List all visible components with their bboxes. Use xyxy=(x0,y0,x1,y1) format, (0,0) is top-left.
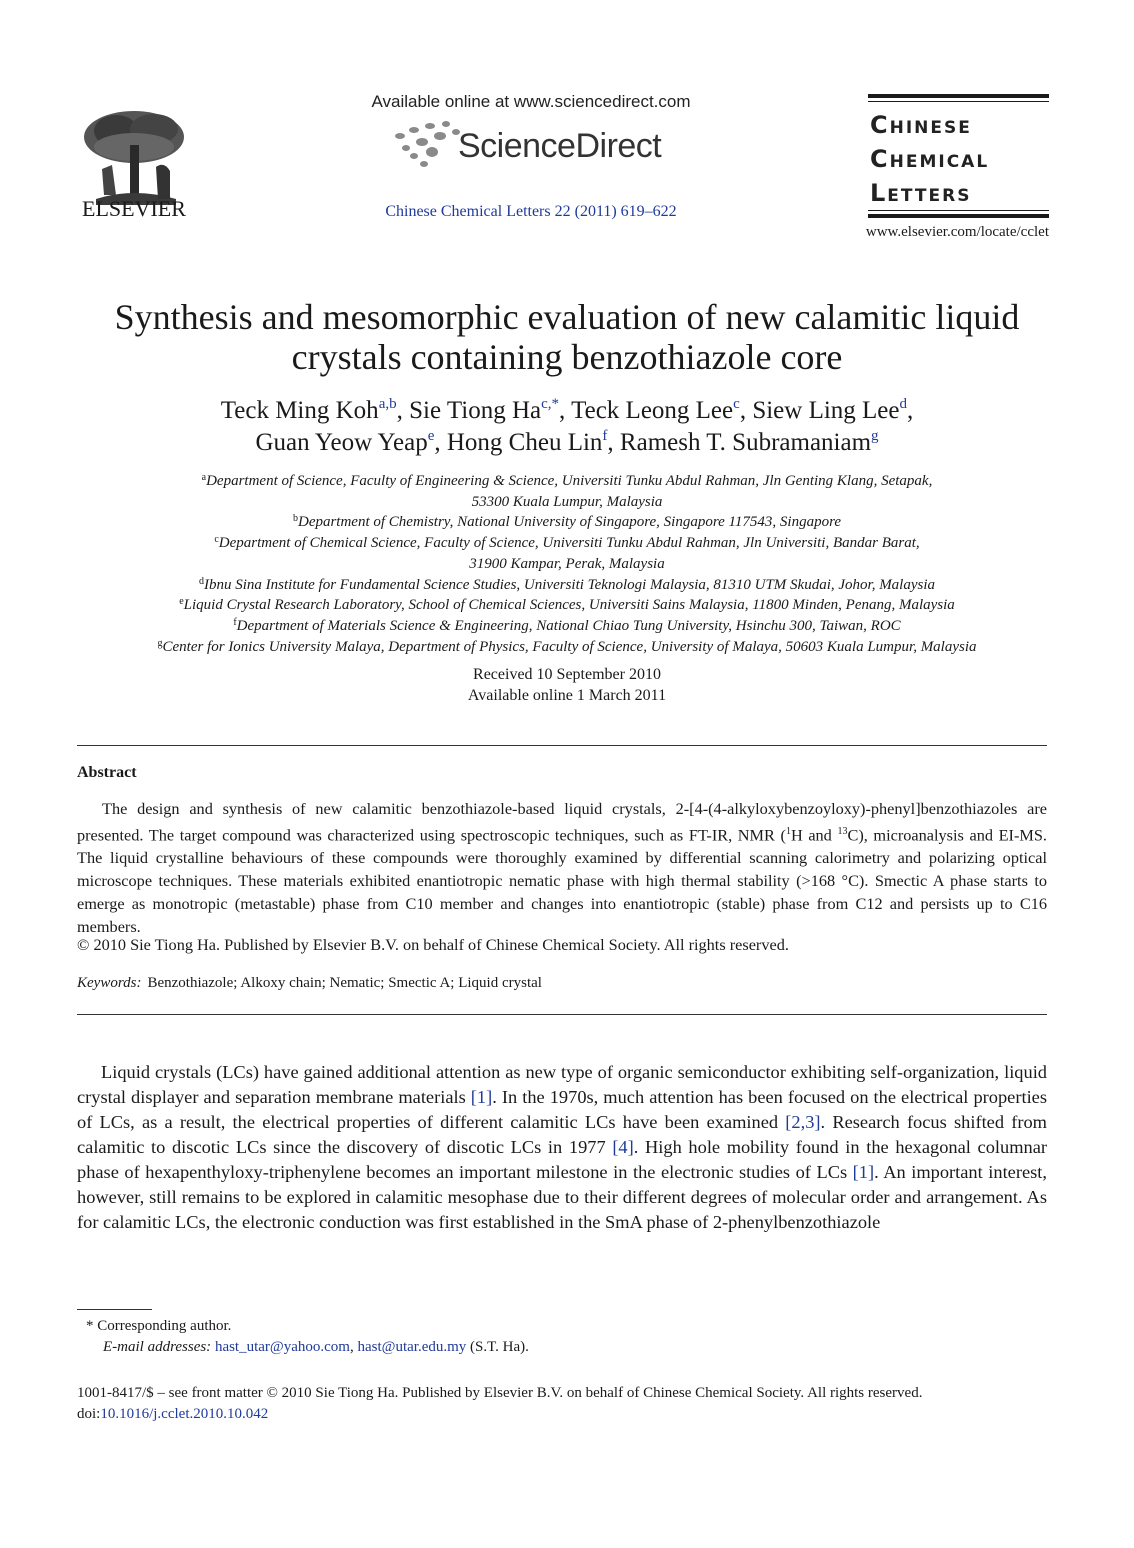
email-link[interactable]: hast_utar@yahoo.com xyxy=(214,1339,350,1355)
author-name: Teck Leong Lee xyxy=(571,397,734,424)
author-affil-mark[interactable]: e xyxy=(427,428,435,444)
affiliation-list xyxy=(60,471,1074,657)
author-affil-mark[interactable]: f xyxy=(602,428,608,444)
author-name: Ramesh T. Subramaniam xyxy=(619,429,872,456)
author-name: Guan Yeow Yeap xyxy=(255,429,428,456)
keywords xyxy=(77,975,542,992)
abstract-heading: Abstract xyxy=(77,764,137,781)
author-list: Teck Ming Koh$^{a,b}$, Sie Tiong $Ha^{c,*}$, Teck Leong Lee$^c$, Siew Ling Lee$^d$, Guan Yeow Yeap$^e$, Hong Cheu Lin$^f$, Ramesh T. Subramaniam$^g$ xyxy=(220,396,914,456)
author-affil-mark[interactable]: a,b xyxy=(378,396,397,412)
divider xyxy=(77,1014,1047,1015)
affiliation-item: $^c$Department of Chemical Science, Faculty of Science, Universiti Tunku Abdul Rahman, Jln Universiti, Bandar Barat, 31900 Kampar, Perak, Malaysia xyxy=(214,534,920,572)
keywords-list: Benzothiazole; Alkoxy chain; Nematic; Smectic A; Liquid crystal xyxy=(147,975,542,991)
author-affil-mark[interactable]: d xyxy=(899,396,907,412)
divider xyxy=(77,745,1047,746)
author-affil-mark[interactable]: c,* xyxy=(541,396,560,412)
author-name: Siew Ling Lee xyxy=(752,397,900,424)
author-affil-mark[interactable]: g xyxy=(871,428,879,444)
front-matter: 1001-8417/$ – see front matter © 2010 Sie Tiong Ha. Published by Elsevier B.V. on behalf of Chinese Chemical Society. All rights reserved. doi:10.1016/j.cclet.2010.10.042 xyxy=(77,1385,923,1422)
abstract-copyright: © 2010 Sie Tiong Ha. Published by Elsevier B.V. on behalf of Chinese Chemical Society. All rights reserved. xyxy=(77,935,789,954)
author-affil-mark[interactable]: c xyxy=(733,396,740,412)
doi-link[interactable]: 10.1016/j.cclet.2010.10.042 xyxy=(100,1406,269,1422)
affiliation-item: $^g$Center for Ionics University Malaya, Department of Physics, Faculty of Science, University of Malaya, 50603 Kuala Lumpur, Malaysia xyxy=(157,637,977,655)
email-label: E-mail addresses: xyxy=(103,1339,212,1355)
article-title: Synthesis and mesomorphic evaluation of new calamitic liquid crystals containing benzothiazole core xyxy=(114,297,1020,377)
email-link[interactable]: hast@utar.edu.my xyxy=(357,1339,467,1355)
author-name: Teck Ming Koh xyxy=(220,397,379,424)
article-dates xyxy=(60,664,1074,706)
body-paragraph: Liquid crystals (LCs) have gained additional attention as new type of organic semiconductor exhibiting self-organization, liquid crystal displayer and separation membrane materials [1]. In the 1970s, much attention has been focused on the electrical properties of LCs, as a result, the electrical properties of different calamitic LCs have been examined [2,3]. Research focus shifted from calamitic to discotic LCs since the discovery of discotic LCs in 1977 [4]. High hole mobility found in the hexagonal columnar phase of hexapenthyloxy-triphenylene becomes an important milestone in the electronic studies of LCs [1]. An important interest, however, still remains to be explored in calamitic mesophase due to their different degrees of molecular order and arrangement. As for calamitic LCs, the electronic conduction was first established in the SmA phase of 2-phenylbenzothiazole xyxy=(77,1062,1047,1232)
affiliation-item: $^f$Department of Materials Science & Engineering, National Chiao Tung University, Hsinchu 300, Taiwan, ROC xyxy=(233,616,901,634)
affiliation-item: $^e$Liquid Crystal Research Laboratory, School of Chemical Sciences, Universiti Sains Malaysia, 11800 Minden, Penang, Malaysia xyxy=(179,596,955,614)
sciencedirect-wordmark: ScienceDirect xyxy=(458,127,662,165)
reference-link[interactable]: [4] xyxy=(612,1137,634,1157)
received-date: Received 10 September 2010 xyxy=(473,666,661,683)
keywords-label: Keywords: xyxy=(77,975,142,991)
author-name: Hong Cheu Lin xyxy=(446,429,603,456)
reference-link[interactable]: [2,3] xyxy=(785,1112,821,1132)
affiliation-item: $^d$Ibnu Sina Institute for Fundamental Science Studies, Universiti Teknologi Malaysia, 81310 UTM Skudai, Johor, Malaysia xyxy=(198,575,936,593)
affiliation-item: $^b$Department of Chemistry, National University of Singapore, Singapore 117543, Singapore xyxy=(292,513,842,531)
reference-link[interactable]: [1] xyxy=(470,1087,493,1107)
journal-logo xyxy=(868,94,1049,220)
journal-logo-text: Chinese Chemical Letters xyxy=(870,111,990,207)
front-matter-text: 1001-8417/$ – see front matter © 2010 Sie Tiong Ha. Published by Elsevier B.V. on behalf of Chinese Chemical Society. All rights reserved. xyxy=(77,1385,923,1401)
corresponding-author-note: * Corresponding author. xyxy=(86,1318,232,1334)
author-name: Sie Tiong Ha xyxy=(409,397,542,424)
publisher-name: ELSEVIER xyxy=(82,196,186,221)
corresponding-footnote: * Corresponding author. E-mail addresses: hast_utar@yahoo.com, hast@utar.edu.my (S.T. Ha). xyxy=(86,1318,529,1355)
available-date: Available online 1 March 2011 xyxy=(467,687,667,704)
journal-homepage-url[interactable]: www.elsevier.com/locate/cclet xyxy=(865,224,1049,240)
abstract-text: The design and synthesis of new calamitic benzothiazole-based liquid crystals, 2-[4-(4-alkyloxybenzoyloxy)-phenyl]benzothiazoles are presented. The target compound was characterized using spectroscopic techniques, such as FT-IR, NMR ($^1$H and $^{13}$C), microanalysis and EI-MS. The liquid crystalline behaviours of these compounds were thoroughly examined by differential scanning calorimetry and polarizing optical microscope techniques. These materials exhibited enantiotropic nematic phase with high thermal stability (>168 °C). Smectic A phase starts to emerge as monotropic (metastable) phase from C10 member and changes into enantiotropic (stable) phase from C12 and persists up to C16 members. xyxy=(77,799,1048,937)
available-online-text: Available online at www.sciencedirect.com xyxy=(371,92,691,111)
footnote-divider xyxy=(77,1309,152,1310)
journal-citation-link[interactable]: Chinese Chemical Letters 22 (2011) 619–622 xyxy=(385,203,677,220)
reference-link[interactable]: [1] xyxy=(852,1162,875,1182)
affiliation-item: $^a$Department of Science, Faculty of Engineering & Science, Universiti Tunku Abdul Rahman, Jln Genting Klang, Setapak, 53300 Kuala Lumpur, Malaysia xyxy=(201,472,933,510)
